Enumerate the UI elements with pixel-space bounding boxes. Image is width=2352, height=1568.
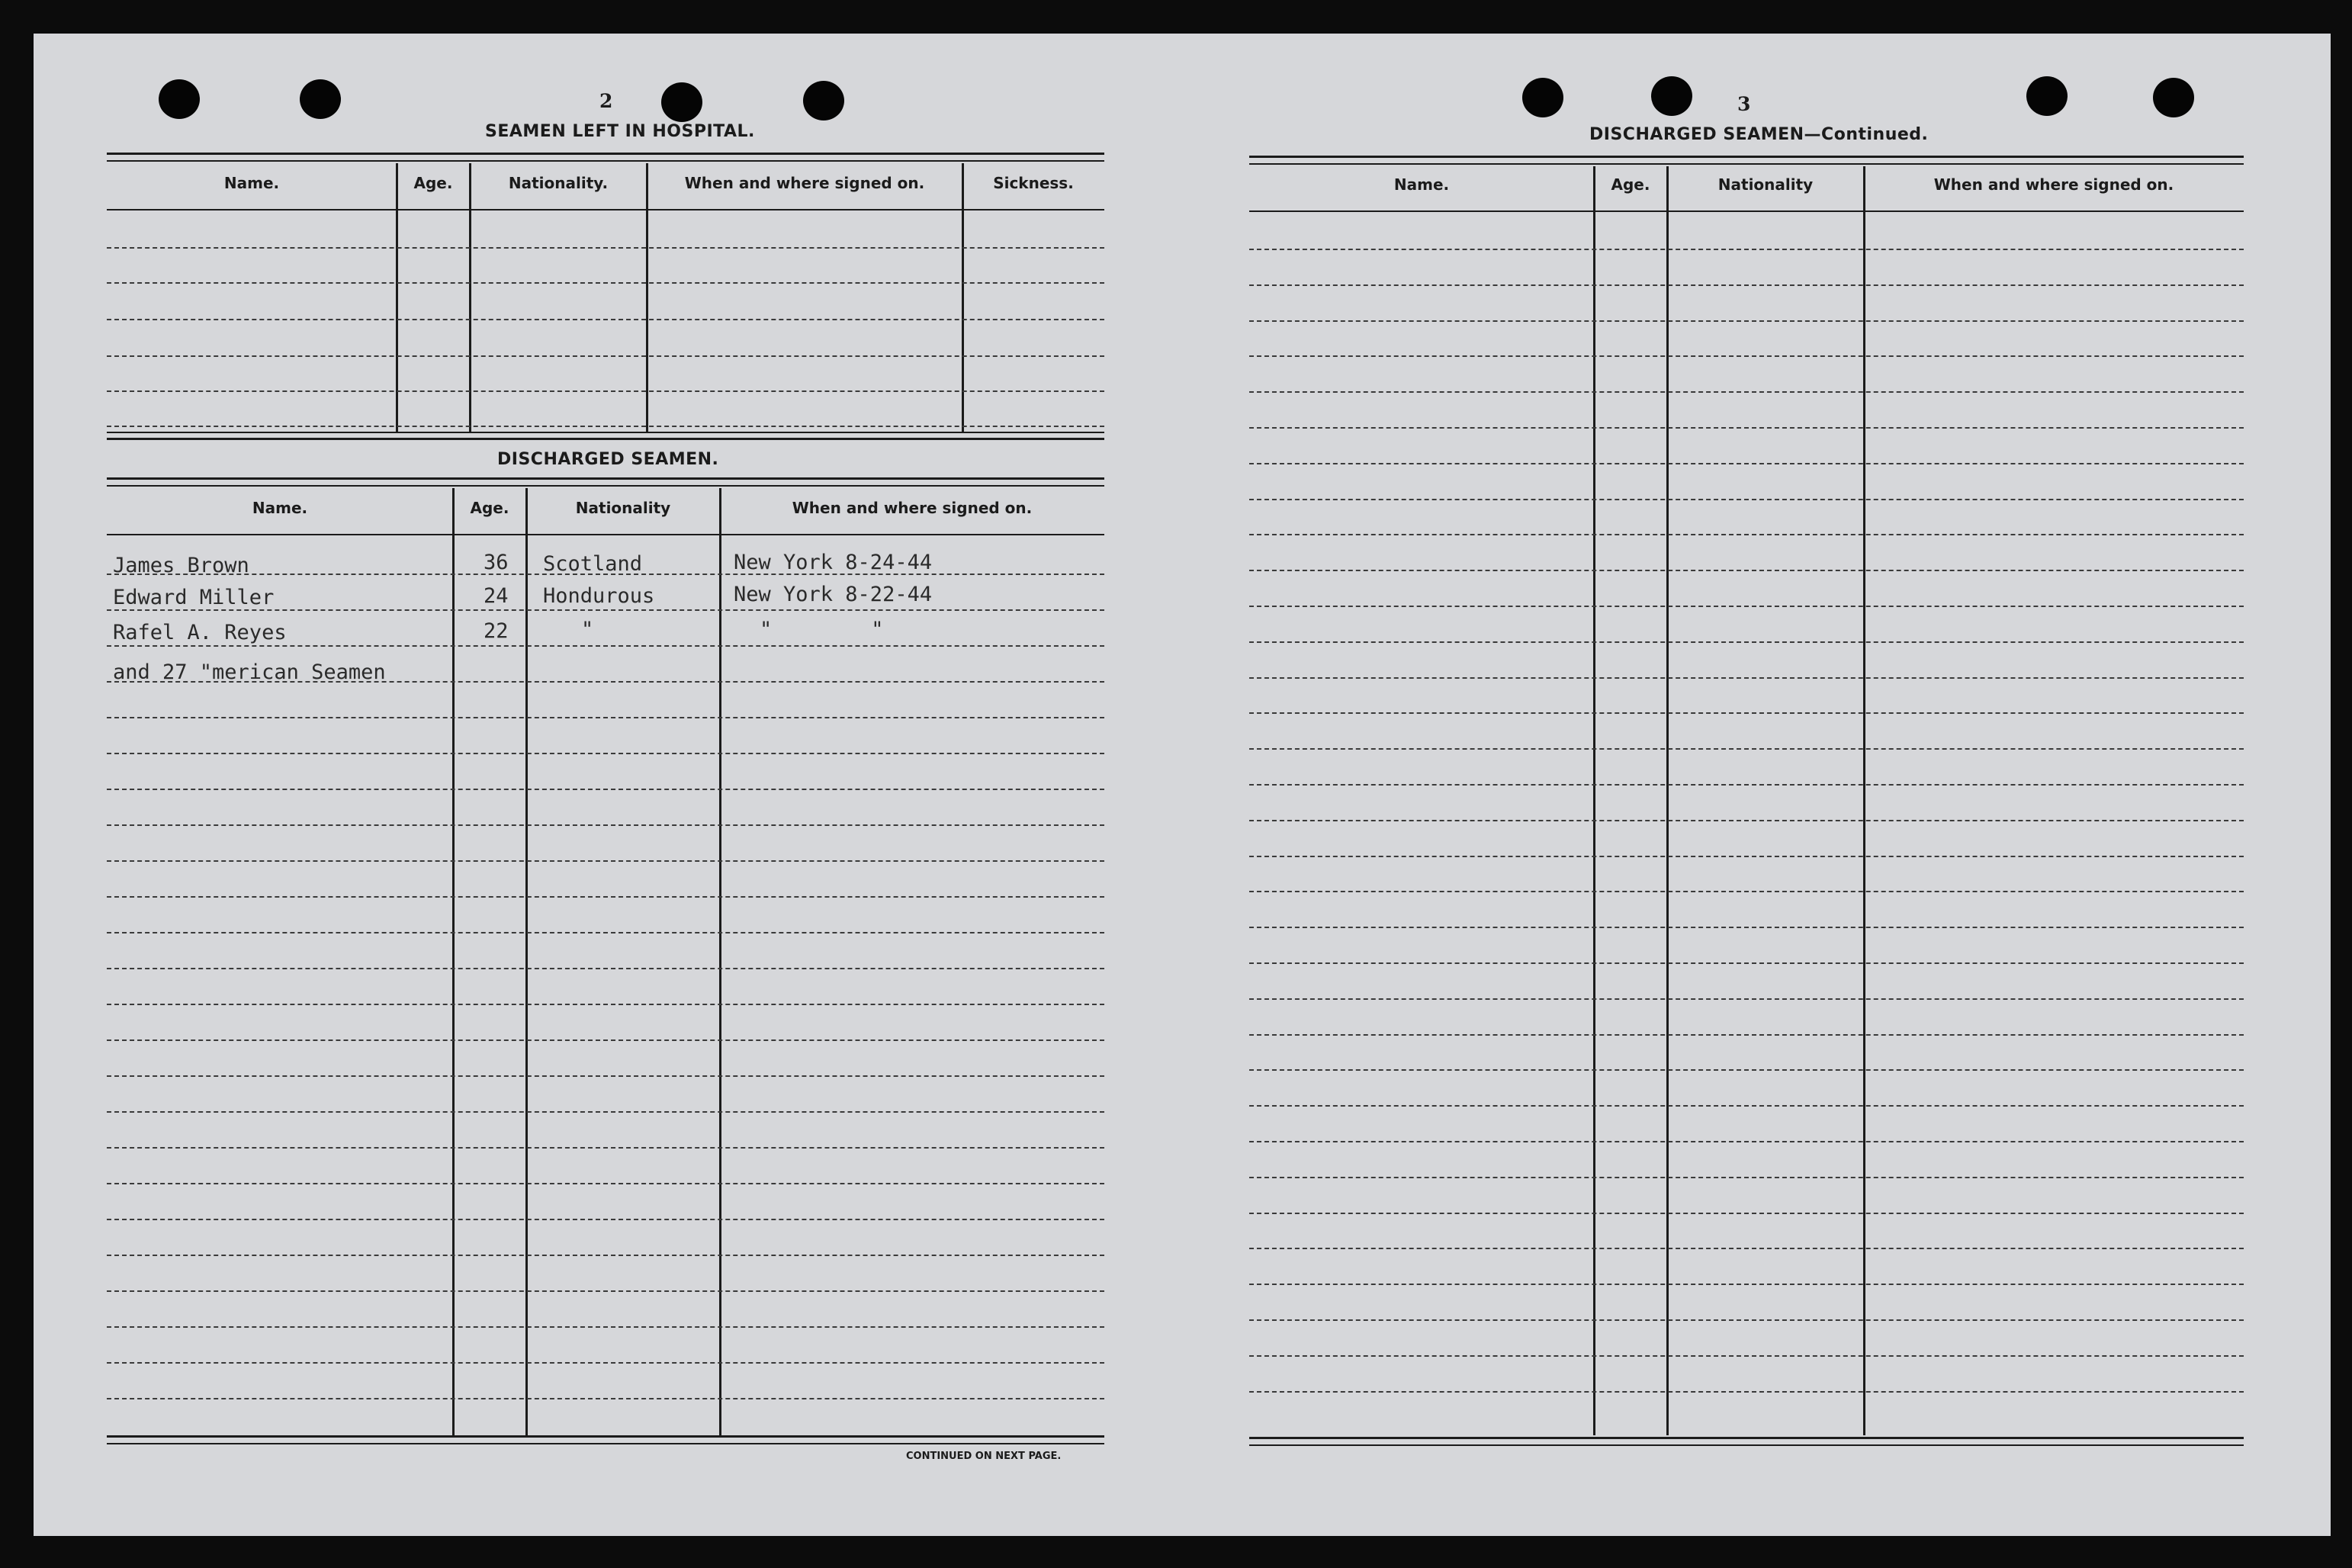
row-line [1249,606,2244,607]
table-rule [107,534,1104,535]
row-line [107,1290,1104,1292]
row-line [1249,1069,2244,1071]
seaman-name: Rafel A. Reyes [113,621,287,644]
punch-hole [803,81,844,120]
row-line [1249,1034,2244,1036]
row-line [1249,1213,2244,1214]
continued-header-age: Age. [1611,175,1650,194]
discharged-section-title: DISCHARGED SEAMEN. [497,450,719,469]
row-line [107,319,1104,320]
hospital-header-name: Name. [223,174,280,192]
punch-hole [1651,76,1692,116]
row-line [1249,1355,2244,1357]
seaman-name: Edward Miller [113,586,275,609]
seaman-signed-on: " " [760,618,884,641]
row-line [1249,1105,2244,1107]
row-line [107,1075,1104,1077]
punch-hole [2153,78,2194,117]
punch-hole [159,79,200,119]
seaman-name: James Brown [113,554,249,577]
row-line [1249,998,2244,1000]
table-rule [107,160,1104,162]
row-line [107,1326,1104,1328]
discharged-header-age: Age. [470,499,509,517]
punch-hole [300,79,341,119]
row-line [107,1039,1104,1041]
punch-hole [661,82,702,122]
discharged-header-nationality: Nationality [575,499,671,517]
row-line [107,1111,1104,1113]
row-line [107,426,1104,427]
row-line [1249,1141,2244,1142]
seaman-nationality: Hondurous [543,584,655,608]
row-line [1249,249,2244,250]
row-line [107,824,1104,826]
seaman-name: and 27 "merican Seamen [113,660,386,684]
row-line [1249,320,2244,322]
punch-hole [2026,76,2068,116]
row-line [1249,355,2244,357]
seaman-nationality: Scotland [543,552,643,576]
row-line [107,609,1104,611]
row-line [1249,534,2244,535]
hospital-header-nationality: Nationality. [508,174,609,192]
continued-header-signed-on: When and where signed on. [1933,175,2174,194]
row-line [1249,1284,2244,1285]
seaman-signed-on: New York 8-22-44 [734,583,933,606]
seaman-age: 22 [484,619,509,643]
row-line [107,355,1104,357]
row-line [1249,677,2244,679]
hospital-header-sickness: Sickness. [993,174,1074,192]
row-line [1249,891,2244,892]
discharged-header-signed-on: When and where signed on. [792,499,1033,517]
row-line [1249,820,2244,821]
column-divider [719,488,721,1435]
row-line [107,1219,1104,1220]
row-line [107,1183,1104,1184]
row-line [107,1147,1104,1149]
table-rule [1249,156,2244,158]
continued-note: CONTINUED ON NEXT PAGE. [906,1451,1062,1462]
row-line [107,860,1104,862]
discharged-header-name: Name. [252,499,308,517]
row-line [1249,1248,2244,1249]
page-number-right: 3 [1737,93,1751,115]
table-rule [107,153,1104,155]
seaman-signed-on: New York 8-24-44 [734,551,933,574]
row-line [1249,427,2244,429]
row-line [107,753,1104,754]
table-rule [1249,210,2244,212]
row-line [107,247,1104,249]
seaman-age: 36 [484,551,509,574]
hospital-header-signed-on: When and where signed on. [684,174,925,192]
row-line [107,968,1104,969]
discharged-continued-title: DISCHARGED SEAMEN—Continued. [1589,125,1929,144]
row-line [1249,1319,2244,1321]
row-line [107,789,1104,790]
hospital-header-age: Age. [413,174,453,192]
row-line [1249,927,2244,928]
row-line [1249,499,2244,500]
row-line [1249,641,2244,643]
table-rule [107,485,1104,487]
column-divider [525,488,528,1435]
row-line [1249,1177,2244,1178]
hospital-section-title: SEAMEN LEFT IN HOSPITAL. [485,122,755,141]
row-line [1249,748,2244,750]
row-line [107,282,1104,284]
table-rule [1249,1437,2244,1439]
row-line [107,390,1104,392]
row-line [1249,1391,2244,1393]
seaman-age: 24 [484,584,509,608]
row-line [107,932,1104,933]
row-line [107,717,1104,718]
row-line [1249,391,2244,393]
row-line [1249,284,2244,286]
row-line [1249,712,2244,714]
row-line [1249,856,2244,857]
table-rule [107,1443,1104,1444]
table-rule [1249,163,2244,165]
row-line [107,896,1104,898]
row-line [107,1398,1104,1399]
row-line [1249,570,2244,571]
table-rule [107,477,1104,480]
page-number-left: 2 [599,90,613,112]
column-divider [452,488,455,1435]
continued-header-name: Name. [1393,175,1450,194]
row-line [107,1362,1104,1364]
row-line [107,1255,1104,1256]
seaman-nationality: " [581,618,594,641]
table-rule [107,209,1104,210]
punch-hole [1522,78,1563,117]
row-line [107,1004,1104,1005]
continued-header-nationality: Nationality [1717,175,1814,194]
table-rule [107,438,1104,440]
row-line [1249,784,2244,786]
row-line [1249,962,2244,964]
row-line [107,645,1104,647]
table-rule [1249,1444,2244,1446]
table-rule [107,1435,1104,1438]
table-rule [107,432,1104,433]
row-line [1249,463,2244,464]
